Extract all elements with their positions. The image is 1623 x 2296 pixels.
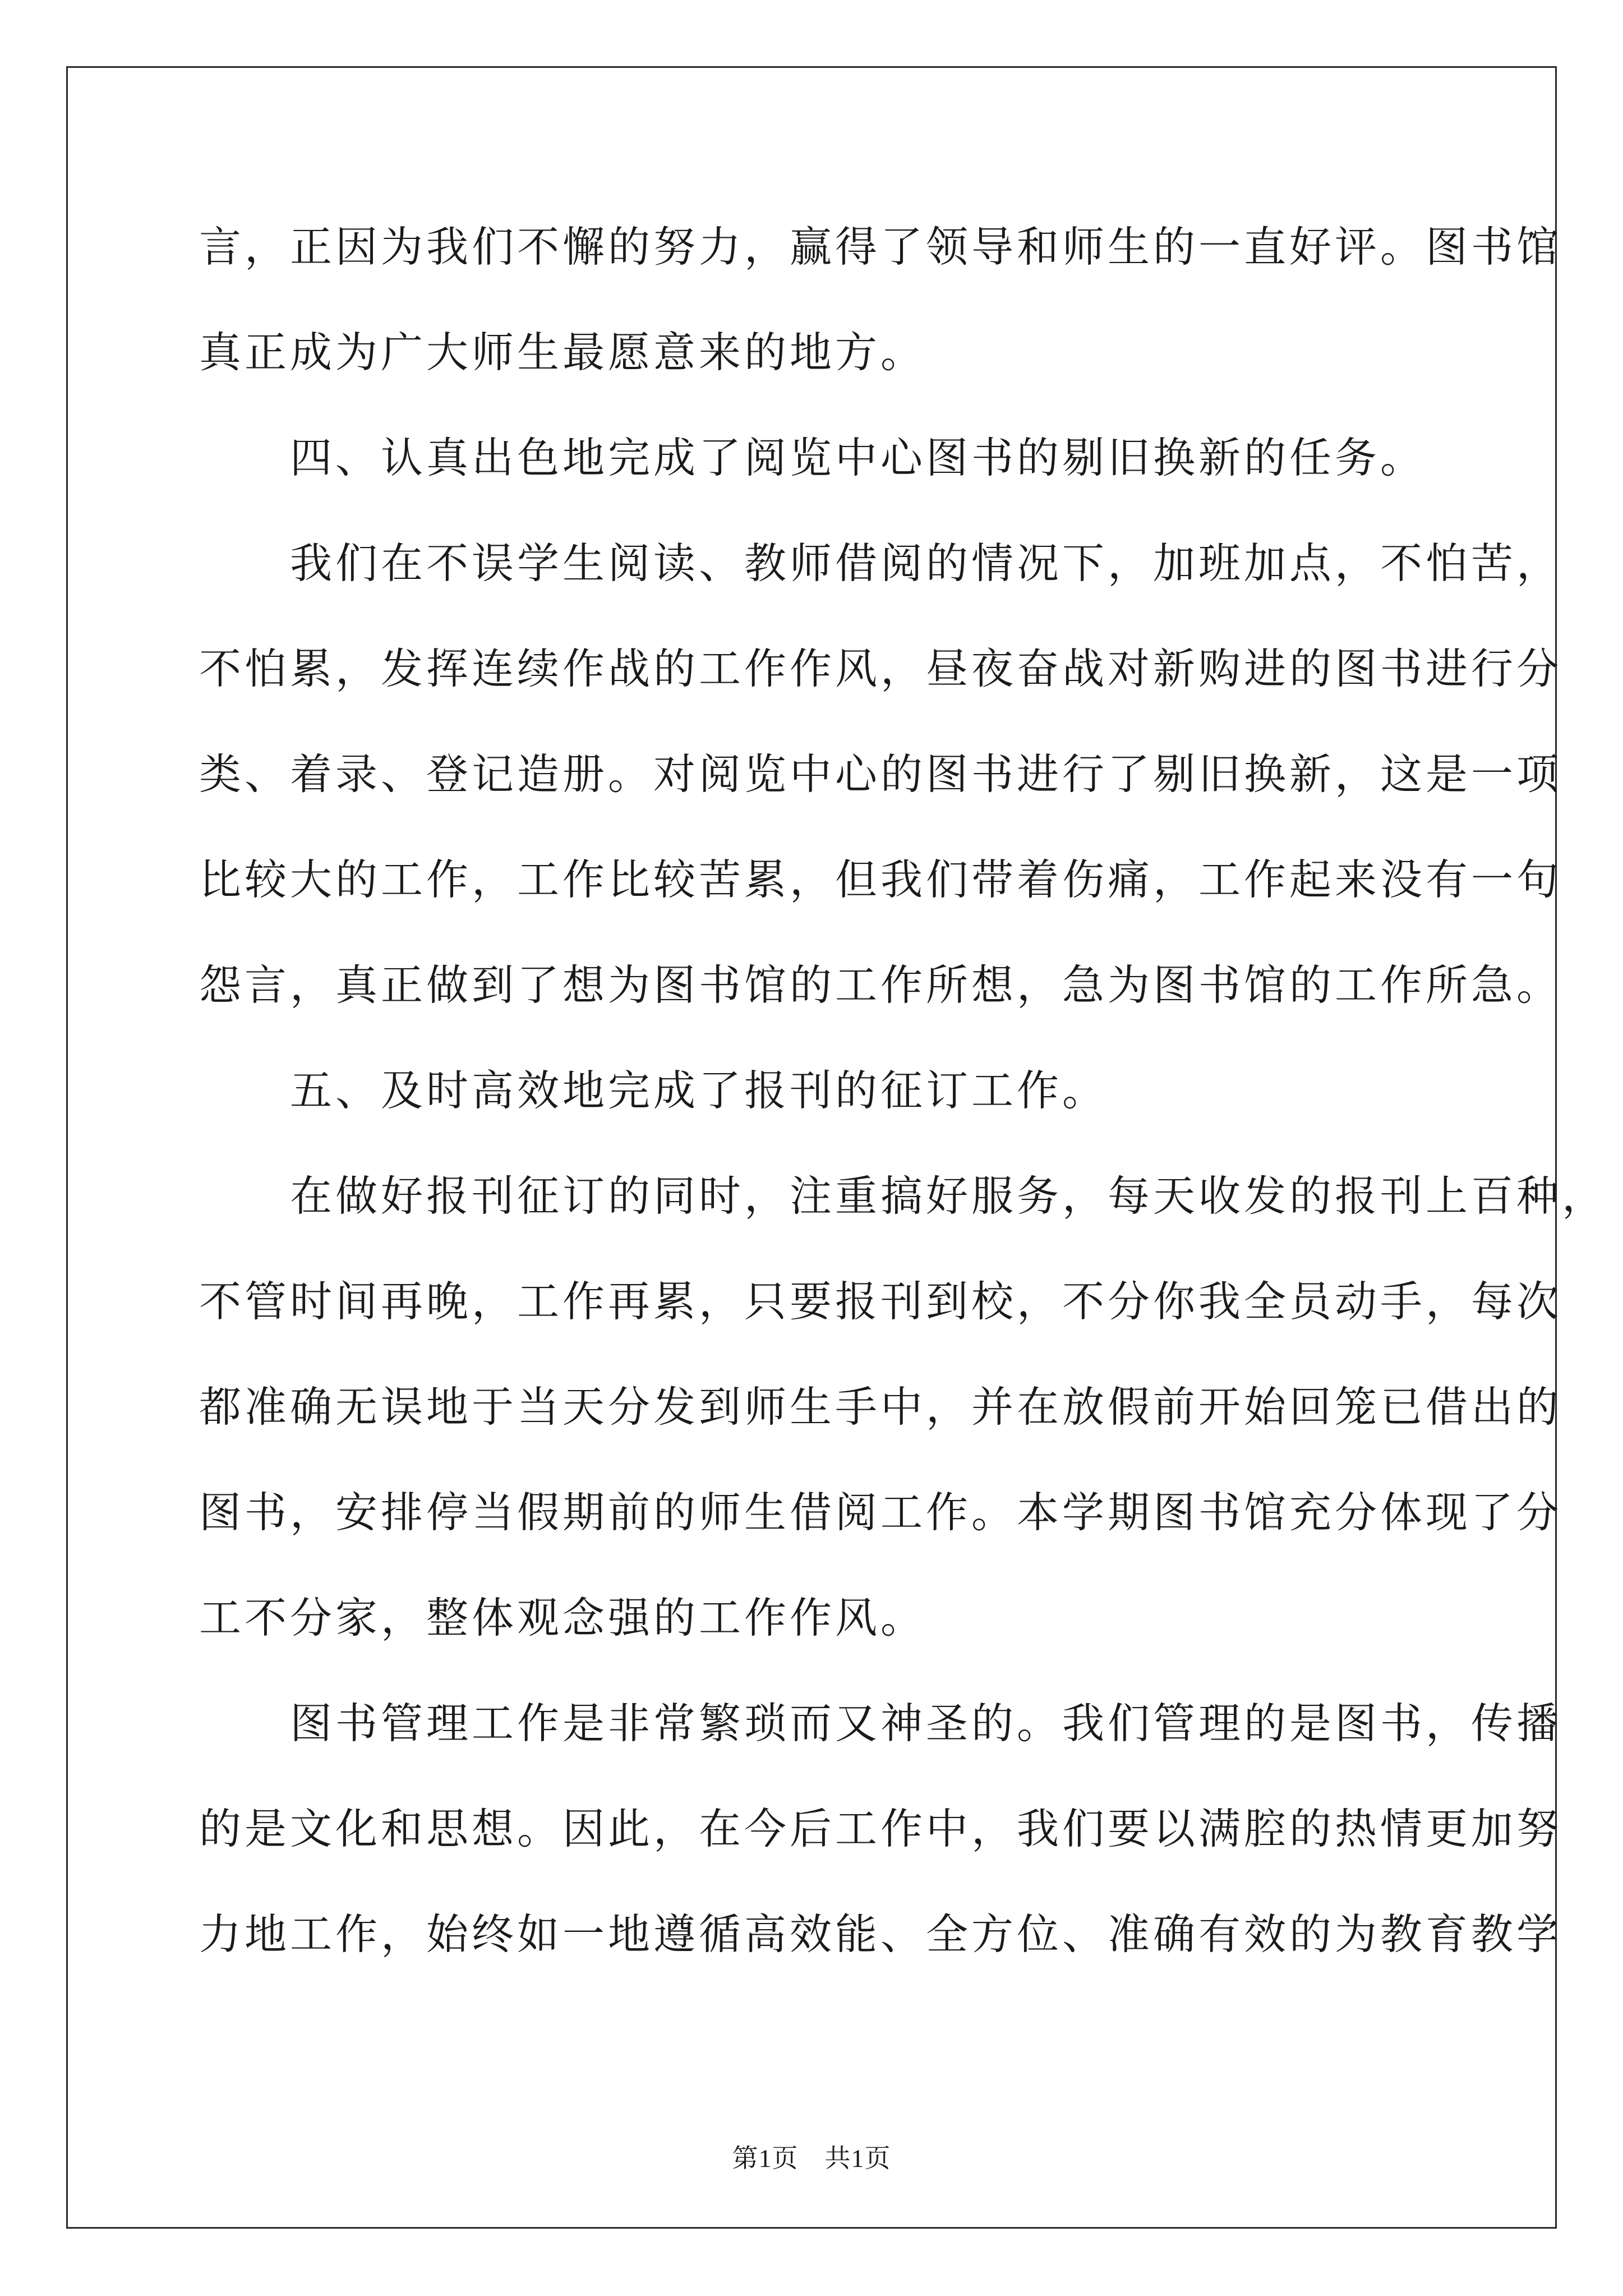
page-number: 第1页 共1页 xyxy=(732,2144,891,2173)
text-line: 不怕累，发挥连续作战的工作作风，昼夜奋战对新购进的图书进行分 xyxy=(199,644,1562,693)
text-line: 不管时间再晚，工作再累，只要报刊到校，不分你我全员动手，每次 xyxy=(199,1277,1562,1326)
text-line: 言，正因为我们不懈的努力，赢得了领导和师生的一直好评。图书馆 xyxy=(199,222,1562,272)
text-line: 图书，安排停当假期前的师生借阅工作。本学期图书馆充分体现了分 xyxy=(199,1488,1562,1537)
page-border xyxy=(66,66,1557,2229)
text-line: 工不分家，整体观念强的工作作风。 xyxy=(199,1593,926,1642)
text-line: 图书管理工作是非常繁琐而又神圣的。我们管理的是图书，传播 xyxy=(199,1699,1562,1748)
text-line: 我们在不误学生阅读、教师借阅的情况下，加班加点，不怕苦， xyxy=(199,539,1562,588)
text-line: 的是文化和思想。因此，在今后工作中，我们要以满腔的热情更加努 xyxy=(199,1804,1562,1853)
text-line: 五、及时高效地完成了报刊的征订工作。 xyxy=(199,1066,1108,1115)
text-line: 比较大的工作，工作比较苦累，但我们带着伤痛，工作起来没有一句 xyxy=(199,855,1562,904)
text-line: 四、认真出色地完成了阅览中心图书的剔旧换新的任务。 xyxy=(199,433,1426,482)
text-line: 力地工作，始终如一地遵循高效能、全方位、准确有效的为教育教学 xyxy=(199,1910,1562,1959)
text-line: 怨言，真正做到了想为图书馆的工作所想，急为图书馆的工作所急。 xyxy=(199,960,1562,1010)
text-line: 都准确无误地于当天分发到师生手中，并在放假前开始回笼已借出的 xyxy=(199,1382,1562,1432)
text-line: 类、着录、登记造册。对阅览中心的图书进行了剔旧换新，这是一项 xyxy=(199,749,1562,799)
text-line: 在做好报刊征订的同时，注重搞好服务，每天收发的报刊上百种， xyxy=(199,1171,1608,1221)
text-line: 真正成为广大师生最愿意来的地方。 xyxy=(199,328,926,377)
